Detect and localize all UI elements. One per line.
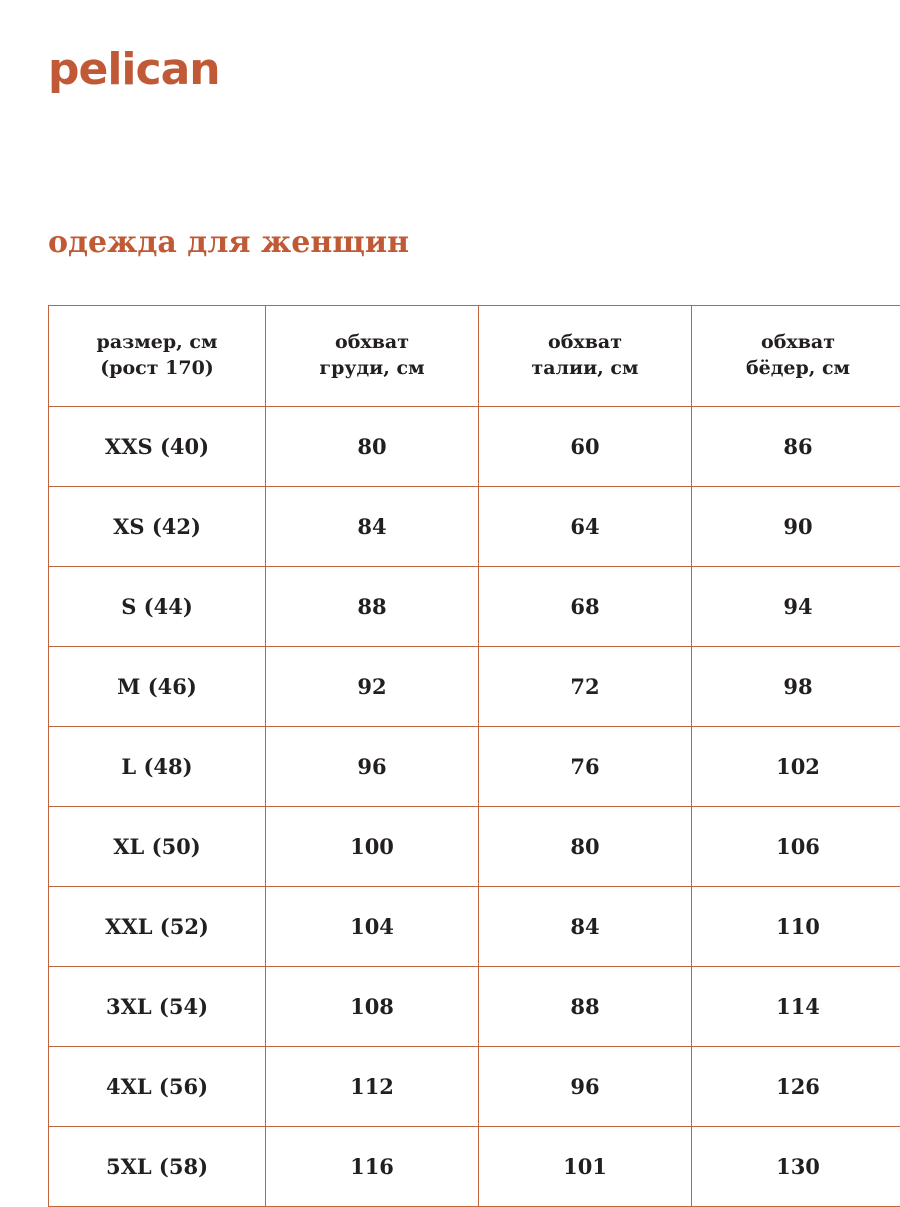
table-row — [49, 647, 900, 727]
cell-bust: 100 — [266, 807, 479, 887]
cell-size: M (46) — [49, 647, 266, 727]
cell-hip: 114 — [692, 967, 900, 1047]
cell-size: S (44) — [49, 567, 266, 647]
cell-hip: 110 — [692, 887, 900, 967]
cell-size: 3XL (54) — [49, 967, 266, 1047]
column-header-bust-line2: груди, см — [272, 356, 472, 382]
table-row — [49, 1127, 900, 1207]
cell-waist: 88 — [479, 967, 692, 1047]
cell-waist: 101 — [479, 1127, 692, 1207]
column-header-bust-line1: обхват — [272, 330, 472, 356]
cell-size: XS (42) — [49, 487, 266, 567]
table-header-row — [49, 306, 900, 407]
cell-size: L (48) — [49, 727, 266, 807]
cell-size: XXS (40) — [49, 407, 266, 487]
cell-hip: 94 — [692, 567, 900, 647]
cell-size: XXL (52) — [49, 887, 266, 967]
table-row — [49, 1047, 900, 1127]
column-header-waist-line2: талии, см — [485, 356, 685, 382]
column-header-hip-line2: бёдер, см — [698, 356, 898, 382]
cell-hip: 106 — [692, 807, 900, 887]
table-row — [49, 807, 900, 887]
cell-hip: 130 — [692, 1127, 900, 1207]
cell-hip: 126 — [692, 1047, 900, 1127]
cell-hip: 90 — [692, 487, 900, 567]
table-body — [49, 407, 900, 1207]
cell-waist: 96 — [479, 1047, 692, 1127]
cell-bust: 108 — [266, 967, 479, 1047]
column-header-hip-line1: обхват — [698, 330, 898, 356]
column-header-waist — [479, 306, 692, 407]
cell-waist: 76 — [479, 727, 692, 807]
cell-waist: 60 — [479, 407, 692, 487]
cell-bust: 104 — [266, 887, 479, 967]
cell-size: 5XL (58) — [49, 1127, 266, 1207]
cell-hip: 98 — [692, 647, 900, 727]
column-header-hip — [692, 306, 900, 407]
column-header-size-line2: (рост 170) — [55, 356, 259, 382]
cell-bust: 80 — [266, 407, 479, 487]
cell-waist: 64 — [479, 487, 692, 567]
cell-size: 4XL (56) — [49, 1047, 266, 1127]
column-header-size — [49, 306, 266, 407]
column-header-bust — [266, 306, 479, 407]
table-row — [49, 567, 900, 647]
table-row — [49, 727, 900, 807]
size-chart-table — [48, 305, 900, 1207]
page-title: одежда для женщин — [48, 225, 409, 261]
table-header — [49, 306, 900, 407]
table-row — [49, 407, 900, 487]
cell-bust: 84 — [266, 487, 479, 567]
cell-bust: 112 — [266, 1047, 479, 1127]
cell-hip: 102 — [692, 727, 900, 807]
cell-bust: 96 — [266, 727, 479, 807]
table-row — [49, 887, 900, 967]
cell-bust: 116 — [266, 1127, 479, 1207]
table-row — [49, 967, 900, 1047]
table-row — [49, 487, 900, 567]
cell-bust: 88 — [266, 567, 479, 647]
cell-waist: 80 — [479, 807, 692, 887]
brand-logo: pelican — [48, 48, 220, 92]
cell-waist: 68 — [479, 567, 692, 647]
column-header-waist-line1: обхват — [485, 330, 685, 356]
cell-waist: 84 — [479, 887, 692, 967]
cell-hip: 86 — [692, 407, 900, 487]
column-header-size-line1: размер, см — [55, 330, 259, 356]
cell-size: XL (50) — [49, 807, 266, 887]
cell-waist: 72 — [479, 647, 692, 727]
cell-bust: 92 — [266, 647, 479, 727]
